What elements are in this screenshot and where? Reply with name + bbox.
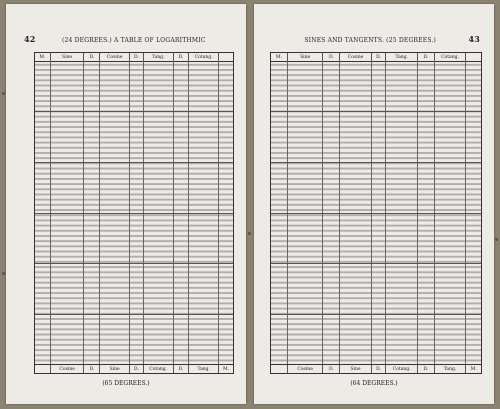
foot-minutes: M. [470, 366, 477, 372]
foot-d1: D. [84, 365, 100, 373]
left-running-head [24, 34, 232, 44]
col-d1: D. [323, 53, 340, 61]
col-tang: Tang. [386, 53, 418, 61]
right-running-head [272, 34, 480, 44]
right-footer-note: (64 DEGREES.) [350, 380, 398, 387]
foot-minutes: M. [222, 366, 230, 372]
col-cotang: Cotang. [189, 53, 219, 61]
right-page-number: 43 [468, 34, 480, 44]
binding-hole [2, 92, 5, 95]
col-sine: Sine [288, 53, 324, 61]
foot-tang: Tang. [435, 365, 467, 373]
right-log-table [270, 52, 482, 374]
foot-cosine: Cosine [51, 365, 85, 373]
col-minutes: M. [271, 53, 288, 61]
right-page [254, 4, 494, 404]
left-log-table [34, 52, 234, 374]
foot-d2: D. [372, 365, 387, 373]
right-table-body [271, 61, 481, 365]
col-cotang: Cotang. [435, 53, 467, 61]
col-d3: D. [418, 53, 435, 61]
col-d3: D. [174, 53, 190, 61]
foot-d2: D. [130, 365, 144, 373]
left-page-number: 42 [24, 34, 36, 44]
binding-hole [248, 232, 251, 235]
foot-sine: Sine [100, 365, 130, 373]
left-page [6, 4, 246, 404]
col-blank [466, 53, 481, 61]
foot-d3: D. [174, 365, 190, 373]
col-cosine: Cosine [340, 53, 372, 61]
foot-blank [35, 365, 51, 373]
foot-sine: Sine [340, 365, 372, 373]
foot-cotang: Cotang. [386, 365, 418, 373]
foot-cotang: Cotang. [144, 365, 174, 373]
left-table-body [35, 61, 233, 365]
foot-tang: Tang. [189, 365, 219, 373]
right-table-footer [271, 364, 481, 373]
left-footer-note: (65 DEGREES.) [102, 380, 150, 387]
left-page-heading: (24 DEGREES.) A TABLE OF LOGARITHMIC [61, 37, 206, 44]
col-d2: D. [372, 53, 387, 61]
col-tang: Tang. [144, 53, 174, 61]
col-d1: D. [84, 53, 100, 61]
foot-cosine: Cosine [288, 365, 324, 373]
foot-d1: D. [323, 365, 340, 373]
col-minutes: M. [35, 53, 51, 61]
col-d2: D. [130, 53, 144, 61]
col-cosine: Cosine [100, 53, 130, 61]
foot-blank [271, 365, 288, 373]
left-table-footer [35, 364, 233, 373]
col-blank [219, 53, 233, 61]
right-page-heading: SINES AND TANGENTS. (25 DEGREES.) [304, 37, 437, 44]
binding-hole [2, 272, 5, 275]
binding-hole [495, 238, 498, 241]
foot-d3: D. [418, 365, 435, 373]
col-sine: Sine [51, 53, 85, 61]
